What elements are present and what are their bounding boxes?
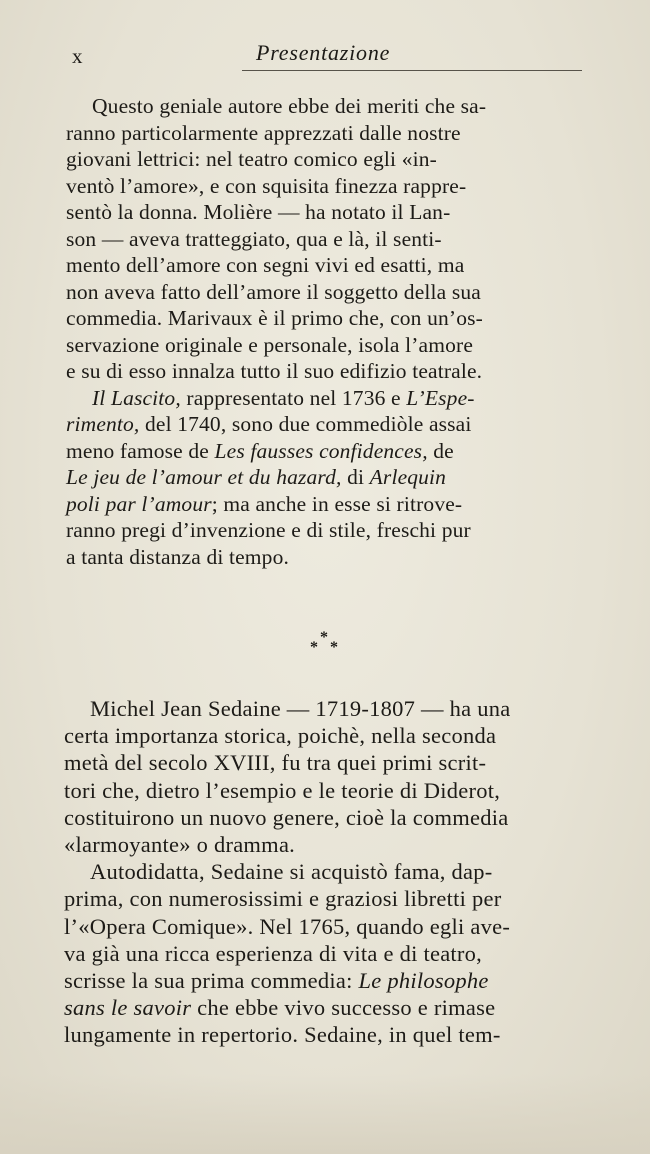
text-line <box>66 438 598 465</box>
work-title: Arlequin <box>369 465 447 489</box>
running-head <box>72 38 582 78</box>
section-sedaine <box>64 695 600 1049</box>
text-line <box>64 994 600 1021</box>
work-title: Les fausses confidences, <box>214 438 428 463</box>
text-run: di <box>341 465 370 489</box>
text-line: va già una ricca esperienza di vita e di teatro, <box>64 940 483 966</box>
section-break-asterism <box>308 630 348 656</box>
text-line: e su di esso innalza tutto il suo edifizio teatrale. <box>66 359 483 383</box>
text-line <box>66 491 598 518</box>
text-line: servazione originale e personale, isola l’amore <box>66 332 474 357</box>
text-line: mento dell’amore con segni vivi ed esatti, ma <box>66 253 465 277</box>
work-title: L’Espe- <box>406 385 475 410</box>
text-line: certa importanza storica, poichè, nella seconda <box>64 723 497 749</box>
text-line <box>64 967 600 994</box>
section-marivaux <box>66 93 598 570</box>
work-title: Il Lascito, <box>92 385 181 410</box>
text-run: de <box>427 438 454 463</box>
text-run: meno famose de <box>66 438 215 463</box>
text-line <box>66 385 598 412</box>
work-title: poli par l’amour <box>66 491 212 516</box>
text-line: Michel Jean Sedaine — 1719-1807 — ha una <box>90 696 511 721</box>
text-run: scrisse la sua prima commedia: <box>64 968 359 994</box>
text-line: commedia. Marivaux è il primo che, con un’os- <box>66 306 483 330</box>
asterism-star: * <box>320 629 328 646</box>
text-line: giovani lettrici: nel teatro comico egli «in- <box>66 147 437 171</box>
text-line: non aveva fatto dell’amore il soggetto della sua <box>66 279 481 304</box>
text-line: costituirono un nuovo genere, cioè la commedia <box>64 804 509 830</box>
asterism-star: * <box>310 639 318 656</box>
text-line: sentò la donna. Molière — ha notato il Lan- <box>66 200 451 224</box>
text-line: Questo geniale autore ebbe dei meriti che sa- <box>92 94 487 118</box>
text-line: l’«Opera Comique». Nel 1765, quando egli ave- <box>64 913 511 939</box>
text-line: tori che, dietro l’esempio e le teorie di Diderot, <box>64 777 501 803</box>
text-line: Autodidatta, Sedaine si acquistò fama, dap- <box>90 859 493 885</box>
text-run: rappresentato nel 1736 e <box>180 385 407 410</box>
text-line <box>66 411 598 438</box>
text-line: lungamente in repertorio. Sedaine, in quel tem- <box>64 1022 501 1048</box>
text-line: son — aveva tratteggiato, qua e là, il senti- <box>66 226 442 251</box>
work-title: sans le savoir <box>64 995 192 1021</box>
text-line: ventò l’amore», e con squisita finezza rappre- <box>66 173 467 198</box>
text-line: a tanta distanza di tempo. <box>66 544 290 569</box>
page-number: x <box>72 44 84 68</box>
work-title: Le jeu de l’amour et du hazard, <box>66 465 342 489</box>
text-line <box>66 464 598 491</box>
asterism-star: * <box>330 639 338 656</box>
text-line: «larmoyante» o dramma. <box>64 832 296 858</box>
work-title: rimento, <box>66 412 140 436</box>
text-run: che ebbe vivo successo e rimase <box>191 995 496 1021</box>
text-line: ranno particolarmente apprezzati dalle nostre <box>66 120 461 145</box>
text-line: prima, con numerosissimi e graziosi libretti per <box>64 886 502 912</box>
work-title: Le philosophe <box>358 968 489 994</box>
text-line: ranno pregi d’invenzione e di stile, freschi pur <box>66 518 471 542</box>
text-run: del 1740, sono due commediòle assai <box>139 412 472 436</box>
running-title: Presentazione <box>256 40 391 65</box>
header-rule <box>242 70 582 71</box>
text-run: ; ma anche in esse si ritrove- <box>211 491 463 516</box>
text-line: metà del secolo XVIII, fu tra quei primi scrit- <box>64 750 487 776</box>
